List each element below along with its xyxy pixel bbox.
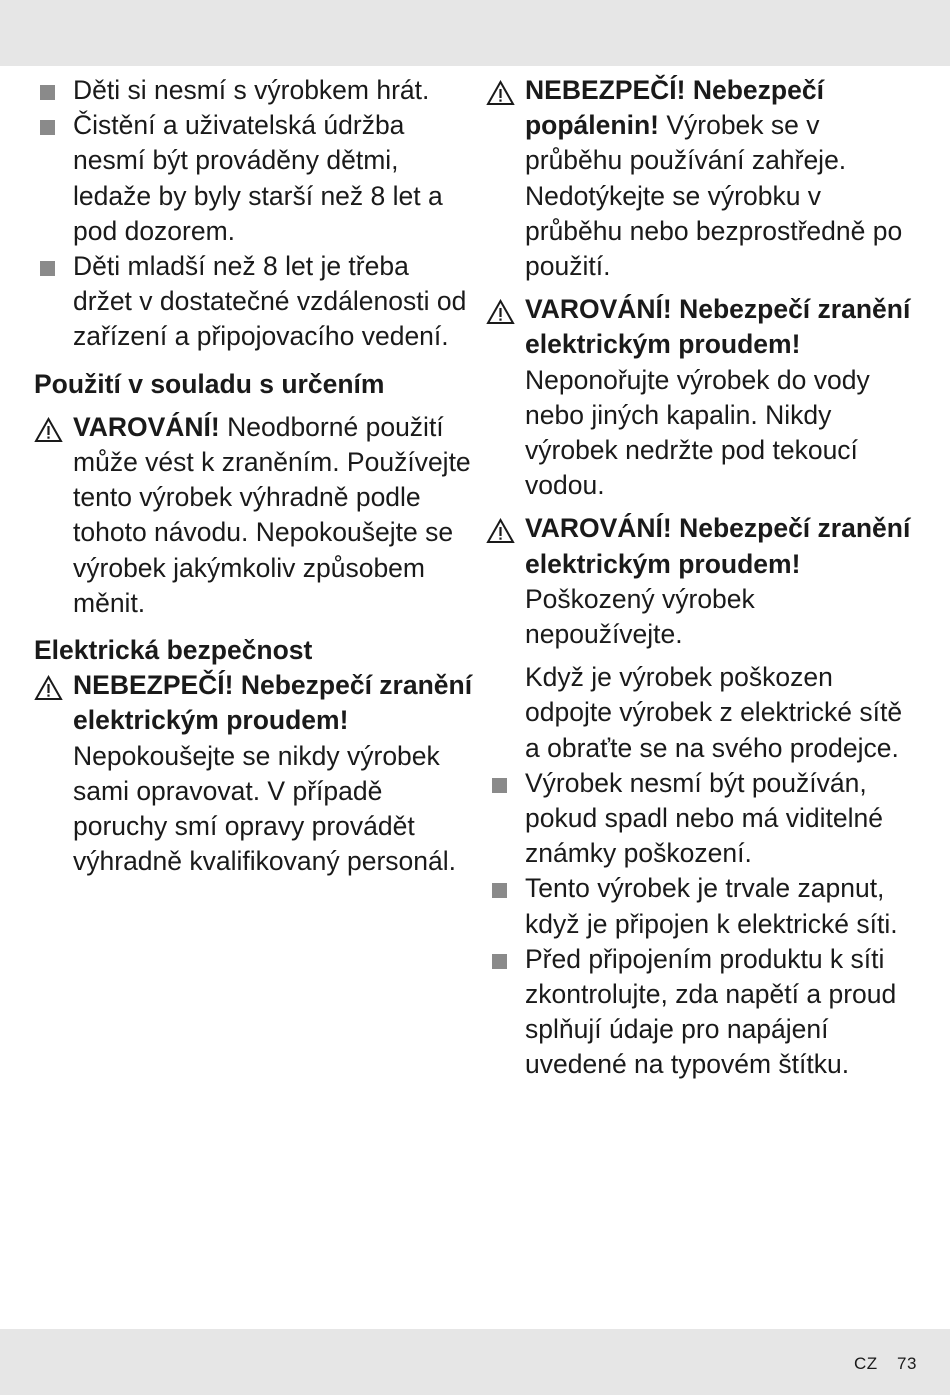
list-item: Děti mladší než 8 let je třeba držet v dostatečné vzdálenosti od zařízení a připojovacího vedení.: [34, 249, 474, 355]
damaged-note: Když je výrobek poškozen odpojte výrobek z elektrické sítě a obraťte se na svého prodejce.: [525, 662, 903, 763]
warning-triangle-icon: [486, 518, 515, 544]
warning-triangle-icon: [34, 675, 63, 701]
danger-burn: NEBEZPEČÍ! Nebezpečí popálenin! Výrobek se v průběhu používání zahřeje. Nedotýkejte se výrobku v průběhu nebo bezprostředně po použití.: [486, 73, 911, 284]
square-bullet-icon: [40, 85, 55, 100]
list-item: Děti si nesmí s výrobkem hrát.: [34, 73, 474, 108]
section-heading-use: Použití v souladu s určením: [34, 368, 385, 399]
square-bullet-icon: [492, 778, 507, 793]
left-column: [34, 73, 474, 879]
square-bullet-icon: [40, 120, 55, 135]
list-item: Tento výrobek je trvale zapnut, když je připojen k elektrické síti.: [486, 871, 911, 941]
section-heading-electric: Elektrická bezpečnost: [34, 635, 313, 666]
square-bullet-icon: [492, 954, 507, 969]
warning-triangle-icon: [34, 417, 63, 443]
page-number: 73: [897, 1354, 917, 1373]
right-column: [486, 73, 911, 1083]
warning-triangle-icon: [486, 299, 515, 325]
list-item: Čistění a uživatelská údržba nesmí být prováděny dětmi, ledaže by byly starší než 8 let a pod dozorem.: [34, 108, 474, 249]
footer-language: CZ: [854, 1354, 878, 1373]
warning-damaged: VAROVÁNÍ! Nebezpečí zranění elektrickým proudem! Poškozený výrobek nepoužívejte.: [486, 511, 911, 652]
footer-band: [0, 1329, 950, 1395]
danger-repair: NEBEZPEČÍ! Nebezpečí zranění elektrickým proudem! Nepokoušejte se nikdy výrobek sami opravovat. V případě poruchy smí opravy provádět výhradně kvalifikovaný personál.: [34, 668, 474, 879]
header-band: [0, 0, 950, 66]
warning-use: VAROVÁNÍ! Neodborné použití může vést k zraněním. Používejte tento výrobek výhradně podle tohoto návodu. Nepokoušejte se výrobek jakýmkoliv způsobem měnit.: [34, 410, 474, 621]
square-bullet-icon: [40, 261, 55, 276]
warning-water: VAROVÁNÍ! Nebezpečí zranění elektrickým proudem! Neponořujte výrobek do vody nebo jiných kapalin. Nikdy výrobek nedržte pod tekoucí vodou.: [486, 292, 911, 503]
list-item: Výrobek nesmí být používán, pokud spadl nebo má viditelné známky poškození.: [486, 766, 911, 872]
warning-triangle-icon: [486, 80, 515, 106]
square-bullet-icon: [492, 883, 507, 898]
list-item: Před připojením produktu k síti zkontrolujte, zda napětí a proud splňují údaje pro napájení uvedené na typovém štítku.: [486, 942, 911, 1083]
